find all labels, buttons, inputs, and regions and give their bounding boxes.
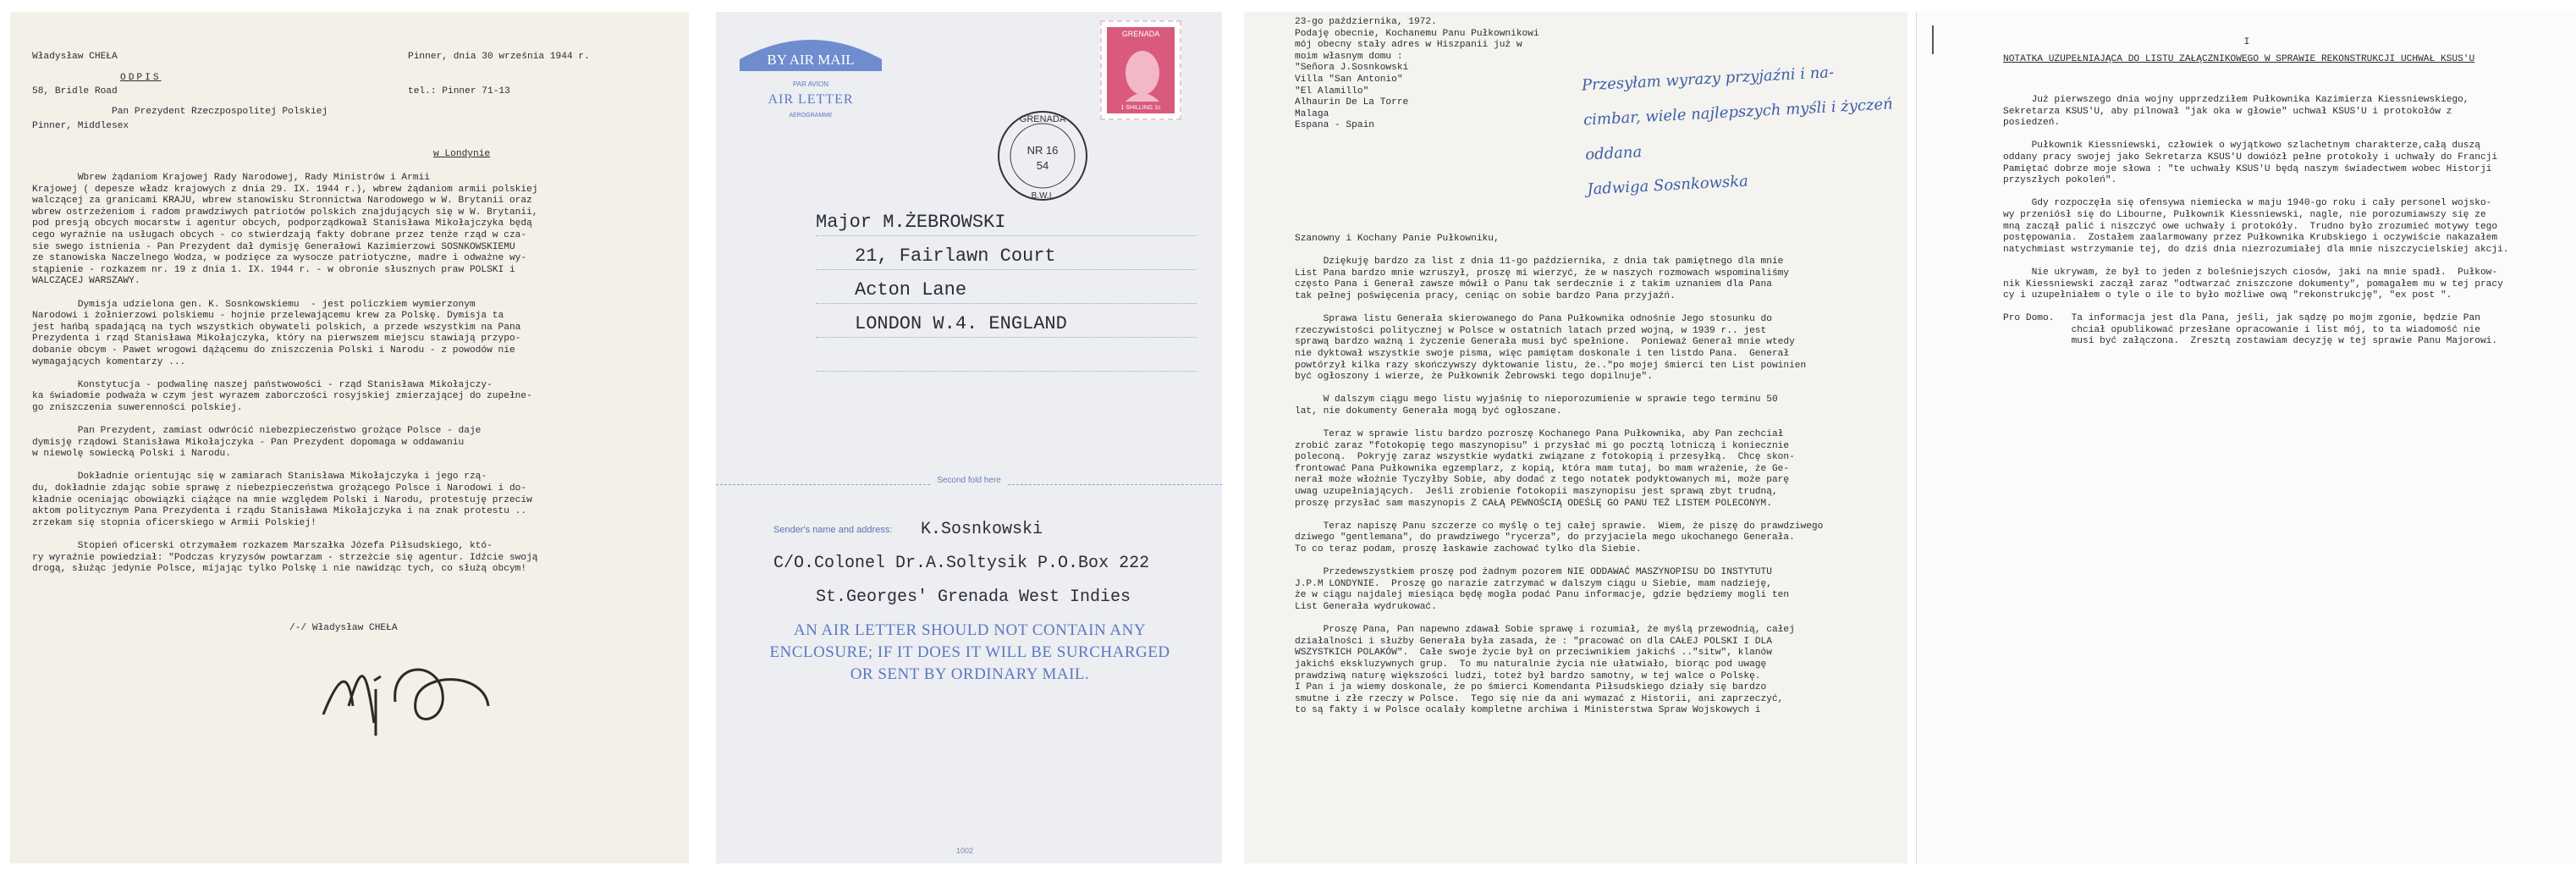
body-line: Pułkownik Kiessniewski, człowiek o wyjątkowo szlachetnym charakterze,całą duszą [2003,141,2480,152]
body-line [32,368,538,380]
body-line: działalności i służby Generała była zasada, że : "pracować on dla CAŁEJ POLSKI I DLA [1295,636,1772,647]
body-line [1295,556,1823,568]
sender-block [32,29,129,156]
body-line: oddany pracy swojej jako Sekretarza KSUS'U dowiózł pełne protokoły i uchwały do Francji [2003,152,2498,163]
body-line [1295,614,1823,626]
postmark-year: 54 [1036,159,1049,172]
handwritten-line: oddana [1584,143,1643,164]
body-line [1295,418,1823,430]
note-body [2003,95,2509,348]
body-line: Teraz w sprawie listu bardzo pozroszę Kochanego Pana Pułkownika, aby Pan zechciał [1295,429,1784,440]
body-line: Teraz napiszę Panu szczerze co myślę o tej całej sprawie. Wiem, że piszę do prawdziwego [1295,521,1824,532]
body-line: ry wyraźnie powiedział: "Podczas kryzysów powtarzam - strzeżcie się agentur. Idźcie swoją [32,552,538,563]
postmark-text: GRENADA [1019,114,1066,124]
body-line: zrobić zaraz "fotokopię tego maszynopisu" i przysłać mi go pocztą lotniczą i koniecznie [1295,440,1790,451]
body-line: Dokładnie orientując się w zamiarach Stanisława Mikołajczyka i jego rzą- [32,472,487,483]
postmark-date: NR 16 [1027,144,1059,157]
address-line: moim własnym domu : [1295,51,1403,62]
body-line: Stopień oficerski otrzymałem rozkazem Marszałka Józefa Piłsudskiego, któ- [32,541,493,551]
airmail-sub: PAR AVION [793,80,828,88]
body-line: mną zaczął palić i niszczyć owe uchwały i protokóły. Trudno było zrozumieć motywy tego [2003,221,2498,232]
recipient-street: 21, Fairlawn Court [855,245,1056,267]
address-guide-5 [816,371,1197,372]
body-line: Już pierwszego dnia wojny upprzedziłem Pułkownika Kazimierza Kiessniewskiego, [2003,95,2469,105]
body-line: często Pana i Generał zawsze mówił o Panu tak serdecznie i z takim uznaniem dla Pana [1295,279,1772,290]
body-line [32,414,538,426]
warning-line-3: OR SENT BY ORDINARY MAIL. [850,665,1090,683]
address-line: "Señora J.Sosnkowski [1295,63,1409,74]
body-line: W dalszym ciągu mego listu wyjaśnię to nieporozumienie w sprawie tego terminu 50 [1295,394,1778,405]
airmail-small: AEROGRAMME [789,113,833,119]
note-title: NOTATKA UZUPEŁNIAJĄCA DO LISTU ZAŁĄCZNIKOWEGO W SPRAWIE REKONSTRUKCJI UCHWAŁ KSUS'U [2003,54,2475,64]
body-line [2003,302,2509,314]
letter-date: Pinner, dnia 30 września 1944 r. [408,52,590,63]
body-line: dobanie obcym - Pawet wrogowi dążącemu do zniszczenia Polski i Narodu - z powodów nie [32,345,515,356]
form-code: 1002 [956,847,974,855]
body-line: List Generała wydrukować. [1295,602,1437,612]
recipient-city: LONDON W.4. ENGLAND [855,313,1067,334]
body-line: dymisję rządowi Stanisława Mikołajczyka - Pan Prezydent dopomaga w oddawaniu [32,437,465,448]
body-line: pod presją obcych mocarstw i agentur obcych, podporządkował Stanisława Mikołajczyka będą [32,218,532,229]
body-line: Krajowej ( depesze władz krajowych z dnia 29. IX. 1944 r.), wbrew żądaniom armii polskiej [32,184,538,195]
body-line [2003,187,2509,199]
body-line: du, dokładnie zdając sobie sprawę z niebezpieczeństwa grożącego Polsce i Narodowi i do- [32,483,527,494]
body-line: WALCZĄCEJ WARSZAWY. [32,276,140,287]
body-line: drogą, służąc jedynie Polsce, mijając tylko Polskę i nie nawidząc tych, co służą obcym! [32,564,527,575]
body-line: Przedewszystkiem proszę pod żadnym pozorem NIE ODDAWAĆ MASZYNOPISU DO INSTYTUTU [1295,567,1772,578]
body-line: go zniszczenia suwerenności polskiej. [32,402,243,413]
return-address-block [1295,17,1539,132]
body-line: nerał może włożnie Tyczyłby Sobie, aby dodać z tego notatek podyktowanych mi, może parę [1295,475,1790,486]
warning-line-2: ENCLOSURE; IF IT DOES IT WILL BE SURCHARGED [769,643,1170,661]
postage-stamp [1100,20,1181,120]
body-line: natychmiast wstrzymanie tej, do dziś dnia niezrozumiałej dla mnie niszczycielskiej akcji. [2003,244,2509,255]
letter-body [1295,234,1823,717]
return-care-of: C/O.Colonel Dr.A.Soltysik P.O.Box 222 [773,554,1150,573]
body-line: wbrew ostrzeżeniom i radom prawdziwych patriotów polskich znajdujących się w W. Brytanii, [32,207,538,218]
body-line: Sprawa listu Generała skierowanego do Pana Pułkownika odnośnie Jego stosunku do [1295,314,1772,325]
body-line: postępowania. Zostałem zaalarmowany przez Pułkownika Krubskiego i oczywiście nakazałem [2003,233,2498,244]
body-line: nik Kiessniewski zaczął zaraz "odtwarzać zniszczone dokumenty", pomagałem mu w tej pracy [2003,279,2503,290]
body-line [2003,256,2509,268]
address-guide-4 [816,337,1197,338]
handwritten-note [1580,45,1897,215]
body-line [1295,383,1823,395]
body-line [1295,510,1823,521]
address-guide-2 [816,269,1197,270]
body-line: ka świadomie podważa w czym jest wyrazem zaborczości rosyjskiej zmierzającej do zupełne- [32,391,532,402]
address-line: 23-go października, 1972. [1295,17,1437,27]
airmail-main: AIR LETTER [768,92,854,107]
body-line: jakichś ekskluzywnych grup. To mu naturalnie życia nie ułatwiało, biorąc pod uwagę [1295,659,1767,670]
body-line: być ogłoszony i wierze, że Pułkownik Żebrowski tego dopilnuje". [1295,372,1653,383]
body-line: To co teraz podam, proszę łaskawie zachować tylko dla Siebie. [1295,544,1642,555]
body-line [1295,303,1823,315]
body-line: wy przeniósł się do Libourne, Pułkownik Kiessniewski, nagle, nie porozumiawszy się ze [2003,209,2486,220]
warning-line-1: AN AIR LETTER SHOULD NOT CONTAIN ANY [793,621,1147,639]
body-line: Gdy rozpoczęła się ofensywa niemiecka w maju 1940-go roku i cały personel wojsko- [2003,198,2492,209]
body-line: chciał opublikować przesłane opracowanie i list mój, to ta wiadomość nie [2003,324,2480,335]
address-line: Podaję obecnie, Kochanemu Panu Pułkownikowi [1295,28,1539,39]
body-line: posiedzeń. [2003,118,2061,129]
body-line: Pan Prezydent, zamiast odwrócić niebezpieczeństwo grożące Polsce - daje [32,426,482,437]
body-line: Proszę Pana, Pan napewno zdawał Sobie sprawę i rozumiał, że myślą przewodnią, całej [1295,625,1795,636]
recipient-area: Acton Lane [855,279,967,301]
address-guide-3 [816,303,1197,304]
body-line: proszę przysłać sam maszynopis Z CAŁĄ PEWNOŚCIĄ ODEŚLĘ GO PANU TEŻ LISTEM POLECONYM. [1295,498,1772,509]
body-line: Pamiętać dobrze moje słowa : "te uchwały KSUS'U będą naszym świadectwem wobec Historji [2003,163,2492,174]
letter-panel-chela [10,12,689,863]
body-line: cy i uzupełniałem o tyle o ile to było możliwe ową "rekonstrukcję", "ex post ". [2003,290,2452,301]
body-line: cego wyraźnie na usługach obcych - co stwierdzają fakty dobrane przez tenże rząd w cza- [32,229,527,240]
date-block [408,29,590,121]
body-line: stąpienie - rozkazem nr. 19 z dnia 1. IX. 1944 r. - w obronie słusznych praw POLSKI i [32,264,515,275]
queen-portrait-icon [1107,42,1178,110]
body-line: zrzekam się stopnia oficerskiego w Armii Polskiej! [32,517,316,528]
body-line: lat, nie dokumenty Generała mogą być ogłoszane. [1295,405,1562,416]
body-line: Prezydenta i rząd Stanisława Mikołajczyka, który na pierwszem miejscu stawiają przypo- [32,334,521,345]
body-line [32,288,538,300]
air-letter-envelope [716,12,1222,863]
body-line: poleconą. Pokryję zaraz wszystkie wydatki związane z fotokopią i przesyłką. Chcę skon- [1295,452,1795,463]
body-line: powtórzył kilka razy skończywszy dyktowanie listu, że.."po mojej śmierci ten List powinien [1295,360,1807,371]
body-line: sprawą bardzo ważną i życzenie Generała musi być spełnione. Ponieważ Generał mnie wtedy [1295,337,1795,348]
fold-label: Second fold here [716,476,1222,485]
airmail-badge [735,27,887,122]
body-line: smutne i złe rzeczy w Polsce. Tego się nie da ani wymazać z Historii, ani zaprzeczyć, [1295,693,1784,704]
body-line: I Pan i ja wiemy doskonale, że po śmierci Komendanta Piłsudskiego działy się bardzo [1295,682,1767,693]
postmark-code: B.W.I. [1031,191,1054,201]
body-line [2003,130,2509,141]
letter-panel-sosnkowska [1244,12,1907,863]
postmark-icon [992,105,1093,207]
body-line: przyszłych pokoleń". [2003,175,2117,186]
body-line: to są fakty i w Polsce ocalały kompletne archiwa i Ministerstwa Spraw Wojskowych i [1295,705,1761,716]
body-line: Narodowi i żołnierzowi polskiemu - hojnie przelewającemu krew za Polskę. Dymisja ta [32,311,504,322]
document-title: ODPIS [120,73,162,83]
body-line: Pro Domo. Ta informacja jest dla Pana, jeśli, jak sądzę po mojm zgonie, będzie Pan [2003,313,2480,324]
body-line [1295,245,1823,257]
body-line: tak pełnej poświęcenia pracy, ceniąc on sobie bardzo Pana przyjaźń. [1295,290,1676,301]
addressee-city: w Londynie [433,149,491,159]
body-line: aktom politycznym Pana Prezydenta i rządu Stanisława Mikołajczyka i na znak protestu .. [32,506,527,517]
handwritten-line: Jadwiga Sosnkowska [1586,172,1749,199]
body-line: Dymisja udzielona gen. K. Sosnkowskiemu - jest policzkiem wymierzonym [32,299,476,310]
body-line: Nie ukrywam, że był to jeden z boleśniejszych ciosów, jaki na mnie spadł. Pułkow- [2003,267,2498,278]
handwritten-signature [315,655,501,748]
body-line: frontować Pana Pułkownika egzemplarz, z kopią, która mam tutaj, bo mam wrażenie, że Ge- [1295,463,1790,474]
body-line: WSZYSTKICH POLAKÓW". Całe swoje życie był on przeciwnikiem jakichś .."sitw", klanów [1295,648,1772,659]
body-line: w niewolę sowiecką Polski i Narodu. [32,449,231,460]
body-line: jest hańbą spadającą na tych wszystkich obywateli polskich, a przede wszystkim na Pana [32,322,521,333]
body-line: Sekretarza KSUS'U, aby pilnował "jak oka w głowie" uchwał KSUS'U i protokołów z [2003,106,2452,117]
body-line: Dziękuję bardzo za list z dnia 11-go października, z dnia tak pamiętnego dla mnie [1295,256,1784,268]
recipient-name: Major M.ŻEBROWSKI [816,212,1006,233]
body-line: że w ciągu najdalej miesiąca będę mogła podać Panu informacje, gdzie będziemy mogli ten [1295,590,1790,601]
body-line: wymagających komentarzy ... [32,356,186,367]
body-line: uwag uzupełniających. Jeśli zrobienie fotokopii maszynopisu jest sprawą zbyt trudną, [1295,487,1778,498]
body-line: List Pana bardzo mnie wzruszył, proszę mi wierzyć, że w naszych rozmowach wspominaliśmy [1295,268,1790,279]
letter-phone: tel.: Pinner 71-13 [408,85,510,97]
sender-street: 58, Bridle Road [32,85,118,97]
body-line: musi być załączona. Zresztą zostawiam decyzję w tej sprawie Panu Majorowi. [2003,336,2498,347]
sender-town: Pinner, Middlesex [32,120,129,131]
body-line: sie swego istnienia - Pan Prezydent dał dymisję Generałowi Kazimierzowi SOSNKOWSKIEMU [32,241,515,252]
address-line: "El Alamillo" [1295,85,1369,97]
body-line: walczącej za granicami KRAJU, wbrew stanowisku Stronnictwa Narodowego w W. Brytanii oraz [32,196,532,207]
page-number: I [2243,37,2250,47]
body-line: dziwego "gentlemana", do prawdziwego "rycerza", do przyjaciela mego ukochanego Generała. [1295,532,1795,543]
body-line [32,461,538,472]
sender-label: Sender's name and address: [773,525,893,535]
handwritten-line: cimbar, wiele najlepszych myśli i życzeń [1582,95,1894,130]
surcharge-warning [750,620,1190,686]
signature-line: /-/ Władysław CHEŁA [289,623,398,633]
sender-name: Władysław CHEŁA [32,52,118,63]
letter-body [32,173,538,576]
body-line: J.P.M LONDYNIE. Proszę go narazie zatrzymać w dalszym ciągu u Siebie, mam nadzieję, [1295,578,1772,589]
body-line: nie dyktował wszystkie swoje pisma, więc pamiętam doskonale i ten listdo Pana. Generał [1295,348,1790,359]
body-line: kładnie oceniając obowiązki ciążące na mnie względem Polski i Narodu, protestuję przeciw [32,494,532,505]
stamp-country: GRENADA [1121,30,1160,38]
body-line: prawdziwą naturę większości ludzi, toteż był bardzo samotny, w tej walce o Polskę. [1295,670,1761,681]
address-line: Espana - Spain [1295,120,1374,131]
address-line: Alhaurin De La Torre [1295,97,1409,108]
body-line: ze stanowiska Naczelnego Wodza, w podzięce za wysocze patriotyczne, madre i odważne wy- [32,253,527,264]
body-line [32,529,538,541]
handwritten-line: Przesyłam wyrazy przyjaźni i na- [1581,63,1835,95]
body-line: Wbrew żądaniom Krajowej Rady Narodowej, Rady Ministrów i Armii [32,173,430,183]
address-line: Villa "San Antonio" [1295,74,1403,85]
body-line: Konstytucja - podwalinę naszej państwowości - rząd Stanisława Mikołajczy- [32,379,493,390]
address-line: mój obecny stały adres w Hiszpanii już w [1295,40,1522,51]
supplementary-note-panel [1916,12,2576,863]
address-guide-1 [816,235,1197,236]
airmail-title: BY AIR MAIL [767,52,855,68]
body-line: rzeczywistości politycznej w Polsce w ostatnich latach przed wojną, w 1939 r.. jest [1295,325,1767,336]
addressee: Pan Prezydent Rzeczpospolitej Polskiej [112,107,328,117]
return-name: K.Sosnkowski [921,520,1043,539]
stamp-face [1107,27,1175,113]
body-line: Szanowny i Kochany Panie Pułkowniku, [1295,234,1500,244]
stamp-value: 1 SHILLING 1c [1120,105,1161,111]
address-line: Malaga [1295,108,1329,119]
return-location: St.Georges' Grenada West Indies [816,587,1131,607]
